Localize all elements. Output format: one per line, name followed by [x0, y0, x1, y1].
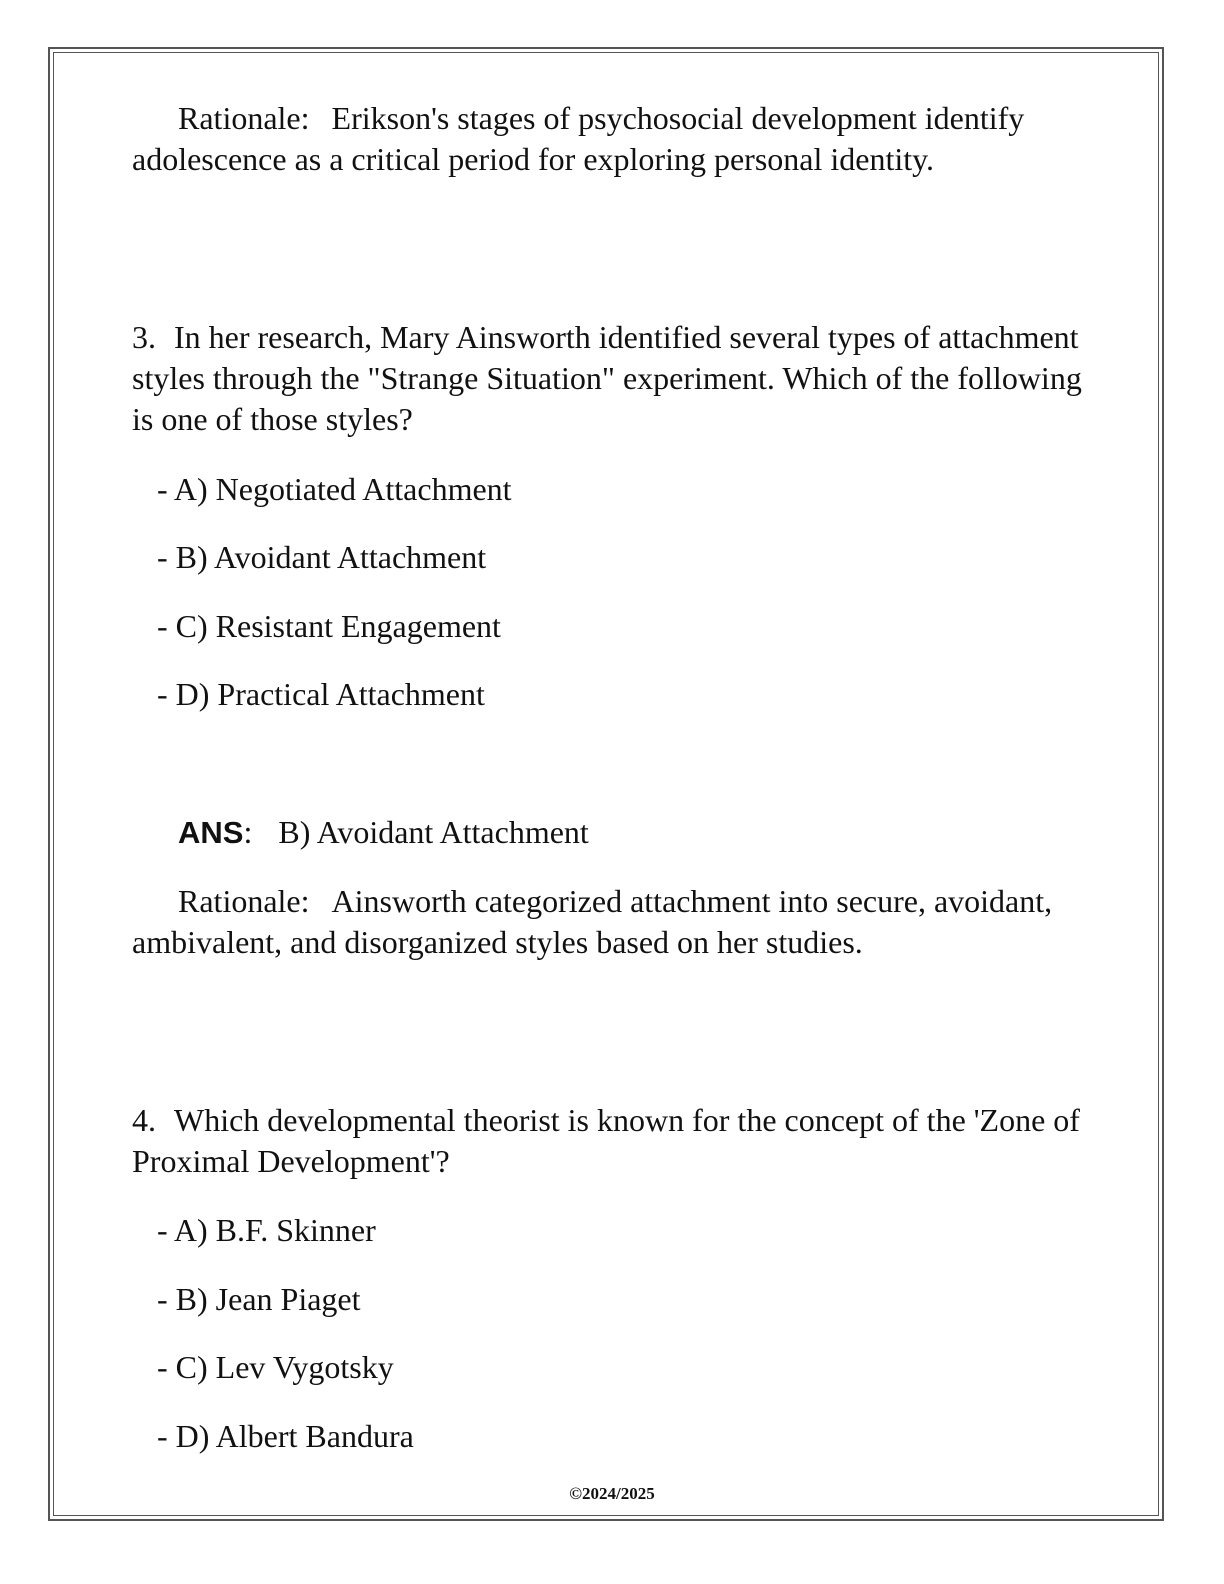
rationale-label: Rationale: — [178, 100, 310, 136]
q4-option-c: - C) Lev Vygotsky — [157, 1349, 394, 1385]
rationale-label: Rationale: — [178, 883, 310, 919]
q4-option-d: - D) Albert Bandura — [157, 1418, 414, 1454]
question-number: 3. — [132, 319, 156, 355]
answer-colon: : — [243, 814, 253, 850]
question-3 — [132, 317, 1092, 440]
rationale-text: Ainsworth categorized attachment into secure, avoidant, ambivalent, and disorganized styles based on her studies. — [132, 883, 1053, 960]
q4-option-a: - A) B.F. Skinner — [157, 1212, 376, 1248]
question-number: 4. — [132, 1102, 156, 1138]
question-text: Which developmental theorist is known for the concept of the 'Zone of Proximal Development'? — [132, 1102, 1080, 1179]
rationale-text: Erikson's stages of psychosocial development identify adolescence as a critical period for exploring personal identity. — [132, 100, 1025, 177]
answer-label: ANS — [178, 815, 244, 850]
q3-answer — [132, 812, 1092, 853]
q3-option-c: - C) Resistant Engagement — [157, 608, 501, 644]
q3-rationale — [132, 881, 1092, 963]
q4-option-b: - B) Jean Piaget — [157, 1281, 361, 1317]
q3-option-d: - D) Practical Attachment — [157, 676, 485, 712]
answer-text: B) Avoidant Attachment — [278, 814, 589, 850]
question-text: In her research, Mary Ainsworth identified several types of attachment styles through the "Strange Situation" experiment. Which of the following is one of those styles? — [132, 319, 1082, 437]
question-4 — [132, 1100, 1092, 1182]
rationale-previous — [132, 98, 1092, 180]
q3-option-a: - A) Negotiated Attachment — [157, 471, 512, 507]
q3-option-b: - B) Avoidant Attachment — [157, 539, 487, 575]
copyright-footer: ©2024/2025 — [569, 1484, 655, 1503]
